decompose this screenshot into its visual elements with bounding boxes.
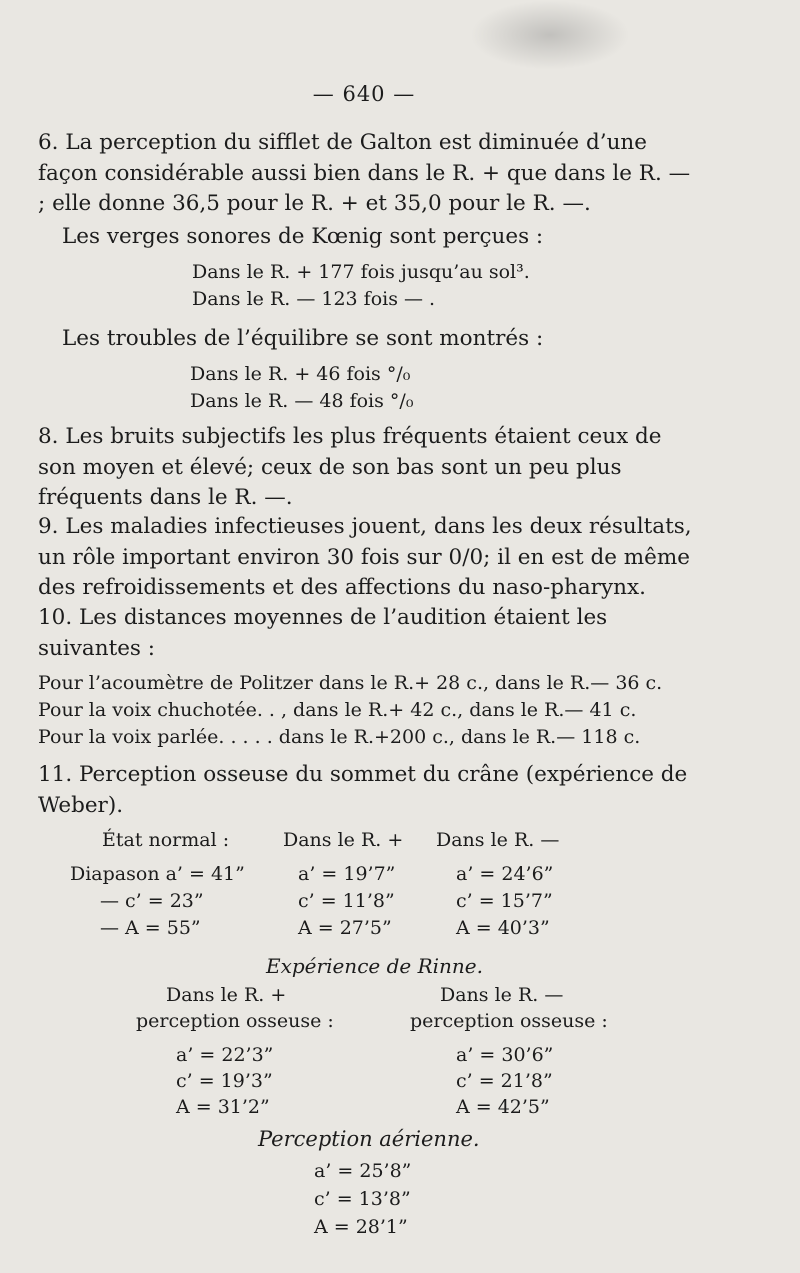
rinne-right-a: a’ = 30’6” — [456, 1044, 554, 1066]
paragraph-9: 9. Les maladies infectieuses jouent, dans les deux résultats, un rôle important environ 30 fois sur 0/0; il en est de même des refroidissements et des affections du naso-pharynx. — [38, 514, 692, 600]
verges-intro: Les verges sonores de Kœnig sont perçues : — [62, 224, 544, 249]
weber-header-normal: État normal : — [102, 829, 230, 851]
weber-rplus-a: a’ = 19’7” — [298, 863, 396, 885]
rinne-right-A: A = 42’5” — [456, 1096, 550, 1118]
weber-rminus-c: c’ = 15’7” — [456, 890, 553, 912]
weber-rplus-c: c’ = 11’8” — [298, 890, 395, 912]
rinne-left-c: c’ = 19’3” — [176, 1070, 273, 1092]
rinne-left-a: a’ = 22’3” — [176, 1044, 274, 1066]
weber-normal-A: — A = 55” — [100, 917, 201, 939]
weber-rminus-a: a’ = 24’6” — [456, 863, 554, 885]
rinne-left-head-1: Dans le R. + — [166, 984, 287, 1006]
verges-line-2: Dans le R. — 123 fois — . — [192, 288, 436, 310]
verges-line-1: Dans le R. + 177 fois jusqu’au sol³. — [192, 261, 530, 283]
aerienne-A: A = 28’1” — [314, 1216, 408, 1238]
weber-header-r-minus: Dans le R. — — [436, 829, 560, 851]
aerienne-a: a’ = 25’8” — [314, 1160, 412, 1182]
rinne-right-head-1: Dans le R. — — [440, 984, 564, 1006]
aerienne-c: c’ = 13’8” — [314, 1188, 411, 1210]
weber-normal-c: — c’ = 23” — [100, 890, 204, 912]
distance-row-politzer: Pour l’acoumètre de Politzer dans le R.+ 28 c., dans le R.— 36 c. — [38, 672, 663, 694]
aerienne-title: Perception aérienne. — [258, 1127, 480, 1151]
page-smudge — [470, 0, 630, 70]
equilibre-line-1: Dans le R. + 46 fois °/₀ — [190, 363, 411, 385]
paragraph-8: 8. Les bruits subjectifs les plus fréquents étaient ceux de son moyen et élevé; ceux de son bas sont un peu plus fréquents dans le R. —. — [38, 424, 662, 510]
rinne-title: Expérience de Rinne. — [266, 954, 483, 978]
distance-row-parlee: Pour la voix parlée. . . . . dans le R.+200 c., dans le R.— 118 c. — [38, 726, 641, 748]
weber-rminus-A: A = 40’3” — [456, 917, 550, 939]
equilibre-line-2: Dans le R. — 48 fois °/₀ — [190, 390, 414, 412]
paragraph-6: 6. La perception du sifflet de Galton est diminuée d’une façon considérable aussi bien dans le R. + que dans le R. — ; elle donne 36,5 pour le R. + et 35,0 pour le R. —. — [38, 130, 691, 216]
rinne-right-head-2: perception osseuse : — [410, 1010, 608, 1032]
paragraph-11: 11. Perception osseuse du sommet du crâne (expérience de Weber). — [38, 762, 688, 818]
rinne-left-A: A = 31’2” — [176, 1096, 270, 1118]
rinne-right-c: c’ = 21’8” — [456, 1070, 553, 1092]
equilibre-intro: Les troubles de l’équilibre se sont montrés : — [62, 326, 544, 351]
distance-row-chuchotee: Pour la voix chuchotée. . , dans le R.+ 42 c., dans le R.— 41 c. — [38, 699, 637, 721]
weber-rplus-A: A = 27’5” — [298, 917, 392, 939]
weber-header-r-plus: Dans le R. + — [283, 829, 404, 851]
weber-normal-a: Diapason a’ = 41” — [70, 863, 245, 885]
page-number: — 640 — — [312, 82, 416, 106]
paragraph-10-intro: 10. Les distances moyennes de l’audition étaient les suivantes : — [38, 605, 608, 661]
rinne-left-head-2: perception osseuse : — [136, 1010, 334, 1032]
